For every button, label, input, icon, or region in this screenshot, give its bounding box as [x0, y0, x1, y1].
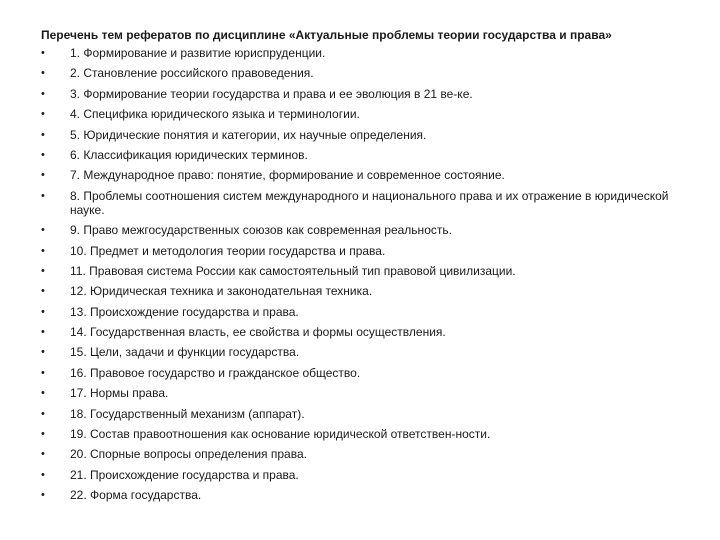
bullet-icon: • [41, 148, 45, 161]
bullet-icon: • [41, 244, 45, 257]
bullet-icon: • [41, 285, 45, 298]
page-title: Перечень тем рефератов по дисциплине «Актуальные проблемы теории государства и права» [41, 28, 612, 42]
list-item-text: 19. Состав правоотношения как основание юридической ответствен-ности. [70, 427, 491, 442]
bullet-icon: • [41, 428, 45, 441]
list-item-text: 11. Правовая система России как самостоятельный тип правовой цивилизации. [70, 263, 516, 278]
list-item-text: 22. Форма государства. [70, 488, 202, 503]
bullet-icon: • [41, 264, 45, 277]
list-item [41, 407, 691, 421]
list-item-text: 2. Становление российского правоведения. [70, 66, 314, 81]
list-item [41, 325, 691, 339]
list-item-text: 6. Классификация юридических терминов. [70, 147, 308, 162]
list-item-text: 4. Специфика юридического языка и терминологии. [70, 107, 360, 122]
list-item-text: 13. Происхождение государства и права. [70, 304, 299, 319]
list-item-text: 15. Цели, задачи и функции государства. [70, 345, 300, 360]
list-item [41, 46, 691, 60]
bullet-icon: • [41, 366, 45, 379]
list-item-text: 7. Международное право: понятие, формирование и современное состояние. [70, 168, 505, 183]
list-item [41, 189, 691, 217]
list-item-text: 14. Государственная власть, ее свойства и формы осуществления. [70, 325, 446, 340]
bullet-icon: • [41, 468, 45, 481]
bullet-icon: • [41, 67, 45, 80]
list-item [41, 128, 691, 142]
list-item-text: 5. Юридические понятия и категории, их научные определения. [70, 127, 427, 142]
list-item [41, 168, 691, 182]
list-item [41, 427, 691, 441]
list-item-text: 3. Формирование теории государства и права и ее эволюция в 21 ве-ке. [70, 86, 473, 101]
list-item-text: 12. Юридическая техника и законодательная техника. [70, 284, 373, 299]
list-item [41, 66, 691, 80]
list-item [41, 366, 691, 380]
bullet-icon: • [41, 448, 45, 461]
list-item-text: 10. Предмет и методология теории государства и права. [70, 243, 386, 258]
bullet-icon: • [41, 108, 45, 121]
bullet-icon: • [41, 128, 45, 141]
list-item [41, 107, 691, 121]
list-item [41, 386, 691, 400]
bullet-icon: • [41, 387, 45, 400]
list-item [41, 447, 691, 461]
list-item [41, 468, 691, 482]
list-item-text: 20. Спорные вопросы определения права. [70, 447, 307, 462]
list-item [41, 244, 691, 258]
bullet-icon: • [41, 189, 45, 202]
list-item [41, 305, 691, 319]
list-item [41, 345, 691, 359]
bullet-icon: • [41, 47, 45, 59]
list-item [41, 148, 691, 162]
list-item-text: 9. Право межгосударственных союзов как современная реальность. [70, 223, 452, 238]
list-item [41, 223, 691, 237]
list-item-text: 8. Проблемы соотношения систем международного и национального права и их отражение в юридической науке. [70, 188, 669, 217]
list-item [41, 87, 691, 101]
bullet-icon: • [41, 305, 45, 318]
bullet-icon: • [41, 407, 45, 420]
bullet-icon: • [41, 346, 45, 359]
bullet-icon: • [41, 489, 45, 502]
list-item [41, 264, 691, 278]
topic-list [41, 46, 691, 509]
list-item-text: 21. Происхождение государства и права. [70, 467, 299, 482]
bullet-icon: • [41, 326, 45, 339]
bullet-icon: • [41, 169, 45, 182]
list-item [41, 488, 691, 502]
bullet-icon: • [41, 224, 45, 237]
list-item-text: 1. Формирование и развитие юриспруденции. [70, 46, 326, 60]
list-item-text: 18. Государственный механизм (аппарат). [70, 406, 305, 421]
list-item [41, 284, 691, 298]
list-item-text: 16. Правовое государство и гражданское общество. [70, 365, 361, 380]
bullet-icon: • [41, 87, 45, 100]
list-item-text: 17. Нормы права. [70, 386, 169, 401]
